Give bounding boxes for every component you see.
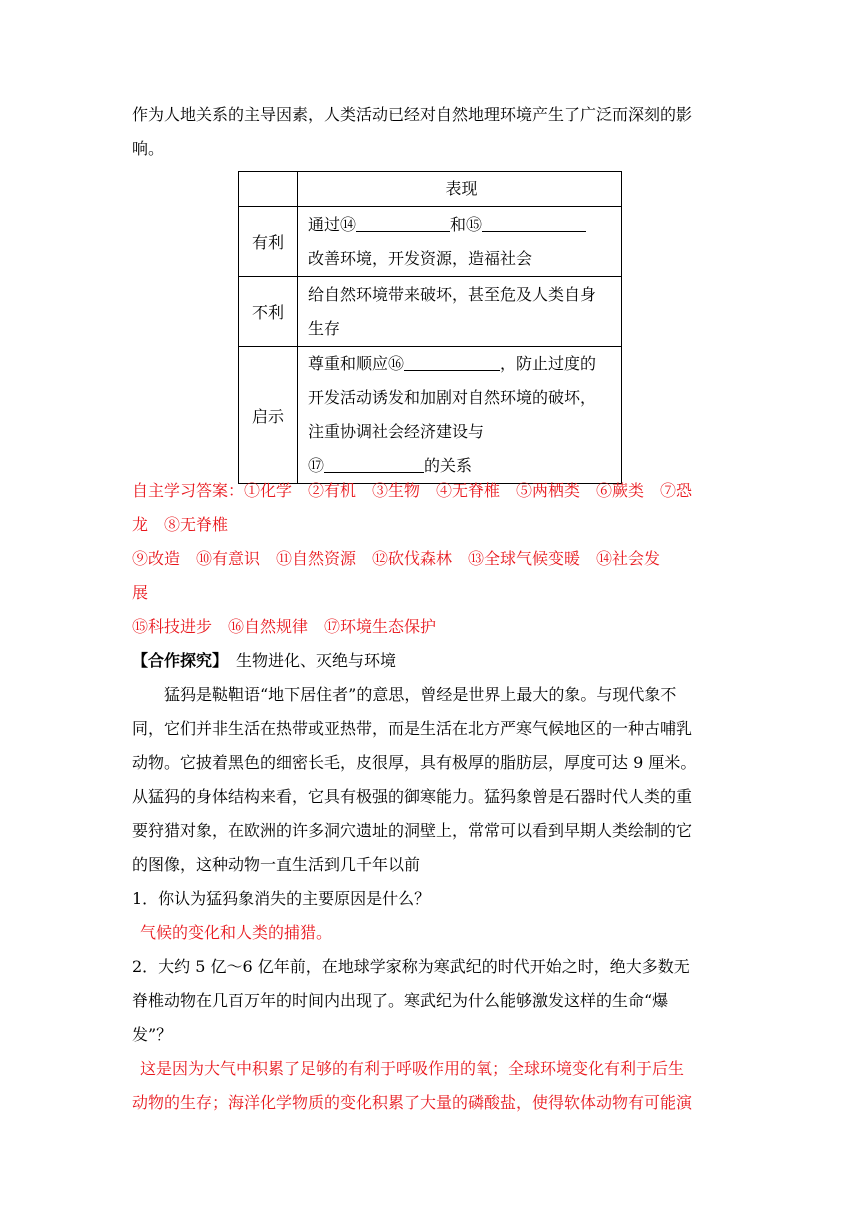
- table-corner-cell: [239, 172, 298, 207]
- passage-line: 动物。它披着黑色的细密长毛，皮很厚，具有极厚的脂肪层，厚度可达 9 厘米。: [132, 753, 697, 772]
- fill-blank-14[interactable]: [356, 213, 450, 232]
- fill-blank-17[interactable]: [324, 454, 424, 473]
- answer-2-line: 动物的生存；海洋化学物质的变化积累了大量的磷酸盐，使得软体动物有可能演: [132, 1093, 693, 1112]
- answers-line-3: ⑨改造 ⑩有意识 ⑪自然资源 ⑫砍伐森林 ⑬全球气候变暖 ⑭社会发: [132, 549, 661, 568]
- question-2-line: 2．大约 5 亿～6 亿年前，在地球学家称为寒武纪的时代开始之时，绝大多数无: [132, 957, 690, 976]
- intro-line-1: 作为人地关系的主导因素，人类活动已经对自然地理环境产生了广泛而深刻的影: [132, 105, 693, 124]
- row-content-unfavorable: 给自然环境带来破坏，甚至危及人类自身 生存: [298, 277, 622, 347]
- table-row: [239, 347, 622, 484]
- answers-line-1: 自主学习答案：①化学 ②有机 ③生物 ④无脊椎 ⑤两栖类 ⑥蕨类 ⑦恐: [132, 481, 693, 500]
- question-2-line: 脊椎动物在几百万年的时间内出现了。寒武纪为什么能够激发这样的生命“爆: [132, 991, 669, 1010]
- answer-2-line: 这是因为大气中积累了足够的有利于呼吸作用的氧；全球环境变化有利于后生: [140, 1059, 685, 1078]
- row-label-insight: 启示: [239, 347, 298, 484]
- answers-line-2: 龙 ⑧无脊椎: [132, 515, 229, 534]
- section-heading: [132, 644, 732, 678]
- table-row: [239, 207, 622, 277]
- passage-line: 猛犸是鞑靼语“地下居住者”的意思，曾经是世界上最大的象。与现代象不: [164, 685, 677, 704]
- question-2-line: 发”？: [132, 1025, 173, 1044]
- row-content-favorable: 通过⑭ 和⑮ 改善环境，开发资源，造福社会: [298, 207, 622, 277]
- table-header-row: [239, 172, 622, 207]
- section-title: 【合作探究】: [132, 651, 221, 670]
- human-activity-table: [238, 171, 622, 484]
- passage-line: 同，它们并非生活在热带或亚热带，而是生活在北方严寒气候地区的一种古哺乳: [132, 719, 693, 738]
- passage-line: 从猛犸的身体结构来看，它具有极强的御寒能力。猛犸象曾是石器时代人类的重: [132, 787, 693, 806]
- fill-blank-16[interactable]: [404, 352, 500, 371]
- passage-line: 的图像，这种动物一直生活到几千年以前: [132, 855, 421, 874]
- row-label-favorable: 有利: [239, 207, 298, 277]
- fill-blank-15[interactable]: [482, 213, 586, 232]
- row-label-unfavorable: 不利: [239, 277, 298, 347]
- table-header-cell: 表现: [298, 172, 622, 207]
- question-1: 1．你认为猛犸象消失的主要原因是什么？: [132, 889, 431, 908]
- passage-line: 要狩猎对象，在欧洲的许多洞穴遗址的洞壁上，常常可以看到早期人类绘制的它: [132, 821, 693, 840]
- intro-line-2: 响。: [132, 139, 165, 158]
- table-row: [239, 277, 622, 347]
- answers-line-4: 展: [132, 583, 149, 602]
- answers-line-5: ⑮科技进步 ⑯自然规律 ⑰环境生态保护: [132, 617, 437, 636]
- row-content-insight: 尊重和顺应⑯ ，防止过度的 开发活动诱发和加剧对自然环境的破坏， 注重协调社会经济建设与 ⑰ 的关系: [298, 347, 622, 484]
- answer-1: 气候的变化和人类的捕猎。: [140, 923, 333, 942]
- section-subtitle: 生物进化、灭绝与环境: [236, 651, 397, 670]
